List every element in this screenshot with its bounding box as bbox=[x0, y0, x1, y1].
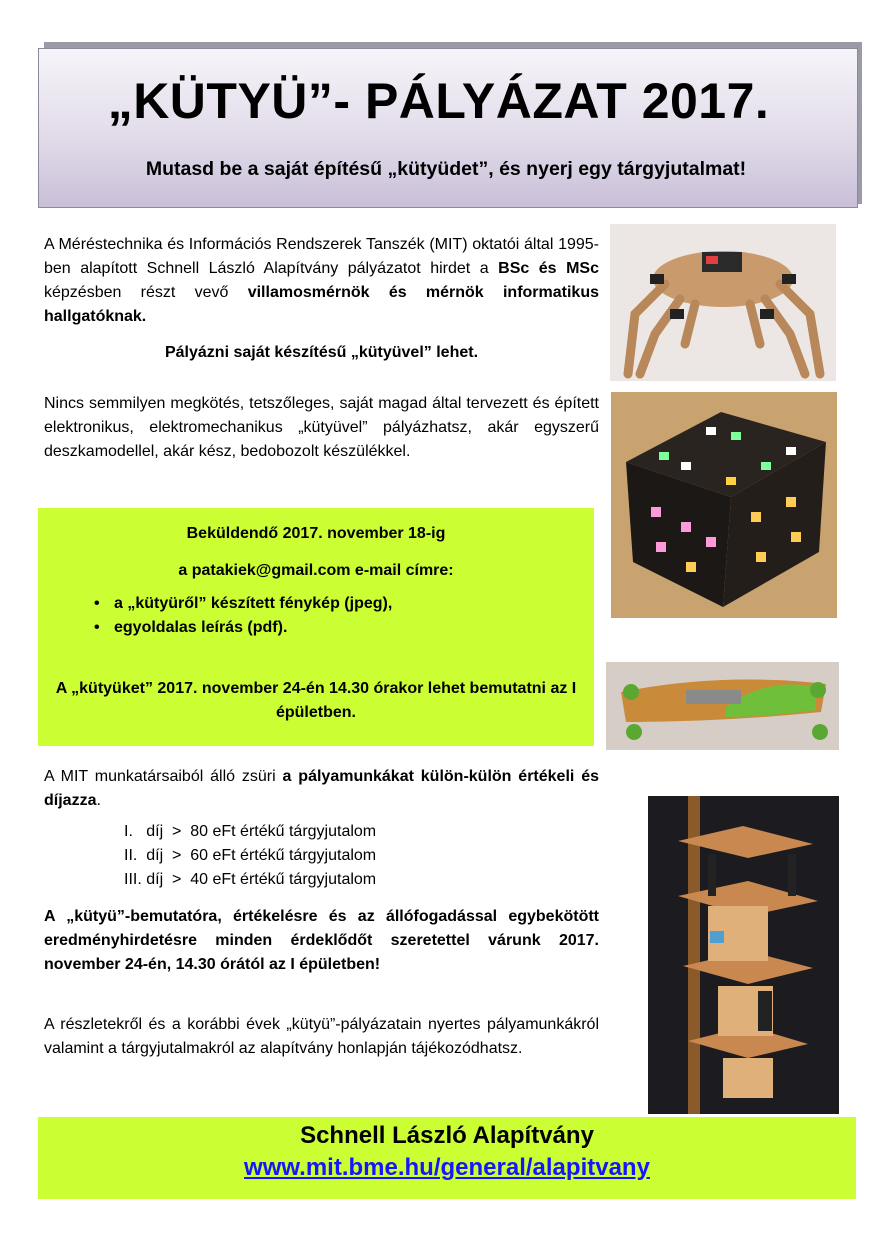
jury-paragraph bbox=[44, 765, 599, 813]
footer-name: Schnell László Alapítvány bbox=[300, 1122, 594, 1149]
intro-text-2: képzésben részt vevő bbox=[44, 284, 248, 301]
footer-link[interactable]: www.mit.bme.hu/general/alapitvany bbox=[244, 1154, 650, 1181]
jury-text: A MIT munkatársaiból álló zsüri bbox=[44, 768, 283, 785]
email-line: a patakiek@gmail.com e-mail címre: bbox=[178, 562, 454, 579]
skateboard-photo bbox=[606, 662, 839, 750]
intro-text-1: A Méréstechnika és Információs Rendszerek Tanszék (MIT) oktatói által 1995-ben alapított Schnell László Alapítvány pályázatot hirdet a bbox=[44, 236, 599, 277]
prize-1: I. díj > 80 eFt értékű tárgyjutalom bbox=[124, 823, 377, 840]
page-title: „KÜTYÜ”- PÁLYÁZAT 2017. bbox=[107, 73, 770, 129]
prize-2: II. díj > 60 eFt értékű tárgyjutalom bbox=[124, 847, 377, 864]
own-made-line: Pályázni saját készítésű „kütyüvel” lehet. bbox=[164, 344, 479, 361]
jury-end: . bbox=[96, 792, 101, 809]
jury-bold: a pályamunkákat külön-külön értékeli és díjazza bbox=[44, 768, 599, 809]
demo-line: A „kütyüket” 2017. november 24-én 14.30 órakor lehet bemutatni az I épületben. bbox=[55, 680, 577, 721]
page-subtitle: Mutasd be a saját építésű „kütyüdet”, és nyerj egy tárgyjutalmat! bbox=[145, 158, 747, 180]
led-cube-photo bbox=[611, 392, 837, 618]
robot-photo bbox=[610, 224, 836, 381]
intro-bold-2: villamosmérnök és mérnök informatikus hallgatóknak. bbox=[44, 284, 599, 325]
conditions-paragraph: Nincs semmilyen megkötés, tetszőleges, saját magad által tervezett és épített elektronikus, elektromechanikus „kütyüvel” pályázhatsz, akár egyszerű deszkamodellel, akár kész, bedobozolt készülékkel. bbox=[44, 395, 599, 460]
invitation-paragraph: A „kütyü”-bemutatóra, értékelésre és az állófogadással egybekötött eredményhirdetésre minden érdeklődőt szeretettel várunk 2017. november 24-én, 14.30 órától az I épületben! bbox=[44, 908, 599, 973]
list-item: • a „kütyüről” készített fénykép (jpeg), bbox=[96, 592, 392, 616]
details-paragraph: A részletekről és a korábbi évek „kütyü”-pályázatain nyertes pályamunkákról valamint a tárgyjutalmakról az alapítvány honlapján tájékozódhatsz. bbox=[44, 1016, 599, 1057]
tower-robot-photo bbox=[648, 796, 839, 1114]
intro-paragraph bbox=[44, 233, 599, 329]
list-item: • egyoldalas leírás (pdf). bbox=[96, 616, 392, 640]
deadline-line: Beküldendő 2017. november 18-ig bbox=[186, 525, 446, 542]
prize-3: III. díj > 40 eFt értékű tárgyjutalom bbox=[124, 871, 377, 888]
submission-list bbox=[96, 592, 392, 640]
intro-bold-1: BSc és MSc bbox=[498, 260, 599, 277]
